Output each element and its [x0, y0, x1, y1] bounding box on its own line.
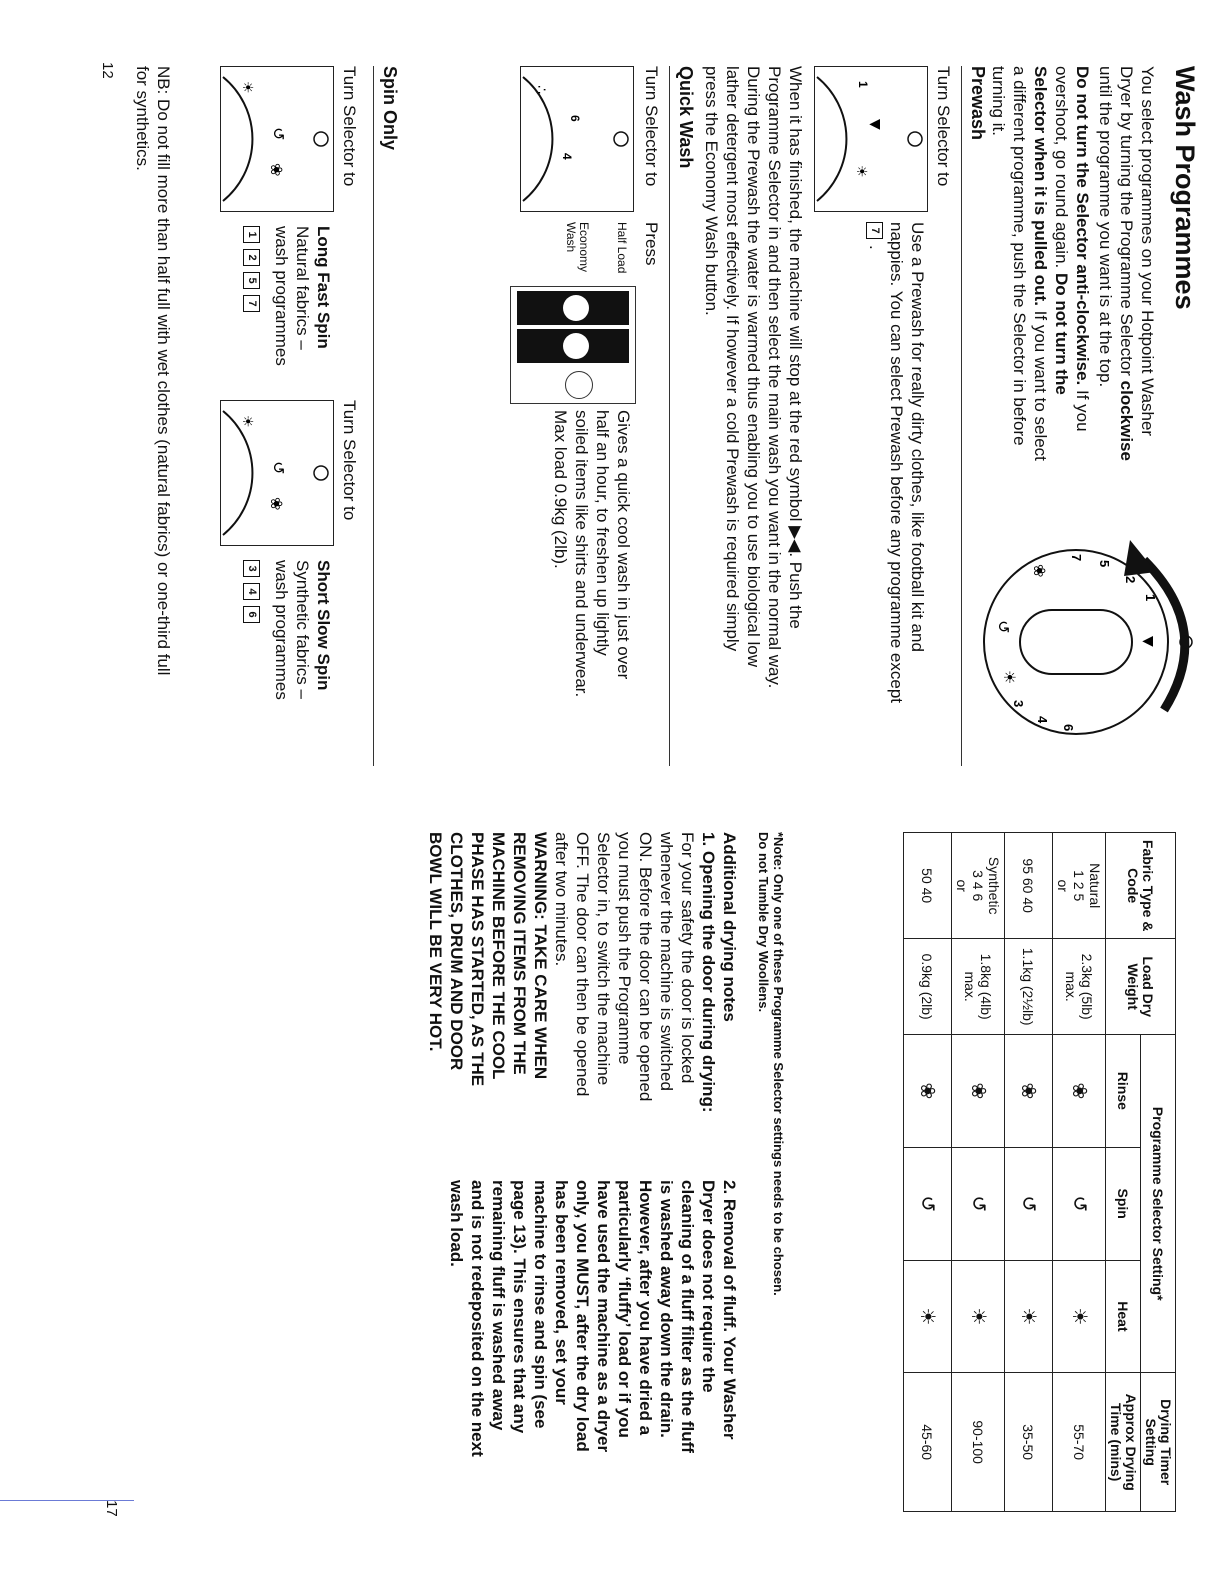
divider: [961, 66, 962, 766]
heat-sun-icon: ☀: [967, 1307, 989, 1326]
svg-text:↺: ↺: [994, 620, 1013, 634]
d2-line: particularly ‘fluffy’ load or if you: [615, 1180, 634, 1438]
intro-text: overshoot, go round again.: [1052, 66, 1071, 269]
d1-line: after two minutes.: [552, 832, 571, 967]
rinse-cell: [1005, 1034, 1053, 1147]
warning-line: MACHINE BEFORE THE COOL: [489, 832, 508, 1080]
header-rinse: Rinse: [1106, 1034, 1141, 1147]
prewash-para-line: press the Economy Wash button.: [702, 66, 721, 316]
quick-wash-press-label: Press: [642, 222, 661, 266]
spin-only-heading: Spin Only: [380, 66, 400, 151]
header-fabric: Fabric Type & Code: [1106, 833, 1176, 939]
nb-line: for synthetics.: [133, 66, 152, 171]
svg-text:☀: ☀: [239, 81, 255, 94]
prewash-heading: Prewash: [968, 66, 988, 141]
d2-line: page 13). This ensures that any: [510, 1180, 529, 1434]
note-line: Do not Tumble Dry Woollens.: [756, 832, 771, 1013]
svg-text:☀: ☀: [239, 415, 255, 428]
intro-bold: Do not turn the: [1052, 273, 1071, 395]
intro-line: [1030, 66, 1051, 526]
quick-wash-line: Max load 0.9kg (2lb).: [551, 410, 570, 569]
quick-wash-dial-icon: [521, 67, 633, 211]
warning-line: BOWL WILL BE VERY HOT.: [426, 832, 445, 1052]
long-spin-line: wash programmes: [272, 226, 291, 366]
short-spin-line: Synthetic fabrics –: [293, 560, 312, 699]
fabric-cell: [1005, 833, 1053, 939]
svg-text:▼: ▼: [1140, 636, 1156, 647]
fabric-name: Synthetic: [986, 856, 1002, 915]
time-cell: 55-70: [1053, 1373, 1106, 1512]
button-indicator: [563, 295, 589, 321]
long-spin-title: Long Fast Spin: [314, 226, 333, 349]
fabric-codes: 1 2 5: [1071, 870, 1087, 902]
d1-heading: 1. Opening the door during drying:: [699, 832, 718, 1113]
prewash-turn-label: Turn Selector to: [934, 66, 953, 187]
table-row: [904, 833, 952, 1512]
intro-text: If you want to select: [1031, 310, 1050, 461]
rinse-cell: [952, 1034, 1005, 1147]
intro-paragraph: [988, 66, 1158, 526]
d2-line: machine to rinse and spin (see: [531, 1180, 550, 1429]
prewash-dial-icon: [815, 67, 927, 211]
svg-text:❀: ❀: [267, 497, 286, 511]
table-row: [952, 833, 1005, 1512]
short-spin-codes: [242, 560, 263, 760]
svg-text:↺: ↺: [269, 127, 288, 141]
code-box-icon: 2: [243, 249, 260, 266]
prewash-para-line: Programme Selector in and then select the main wash you want in the normal way.: [765, 66, 784, 689]
short-spin-info: [242, 560, 334, 760]
rinse-snowflake-icon: ❀: [967, 1082, 989, 1100]
programme-selector-dial-icon: [964, 520, 1204, 760]
prewash-para-line: During the Prewash the water is warmed thus enabling you to use biological low: [744, 66, 763, 667]
intro-bold: Do not turn the Selector anti-clockwise.: [1073, 66, 1092, 386]
long-spin-line: Natural fabrics –: [293, 226, 312, 350]
svg-text:▼: ▼: [867, 119, 883, 130]
long-spin-dial-icon: [221, 67, 333, 211]
d2-line: wash load.: [447, 1180, 466, 1267]
rinse-snowflake-icon: ❀: [916, 1082, 939, 1100]
d2-line: have used the machine as a dryer: [594, 1180, 613, 1453]
nb-line: NB: Do not fill more than half full with wet clothes (natural fabrics) or one-third full: [154, 66, 173, 676]
quick-wash-description: [550, 410, 634, 770]
header-programme: Programme Selector Setting*: [1141, 1034, 1176, 1372]
intro-line: turning it.: [989, 66, 1008, 136]
quick-wash-line: soiled items like shirts and underwear.: [572, 410, 591, 698]
d1-line: For your safety the door is locked: [678, 832, 697, 1084]
intro-bold: clockwise: [1117, 380, 1136, 461]
header-time: Approx Drying Time (mins): [1106, 1373, 1141, 1512]
d2-line: is washed away down the drain.: [657, 1180, 676, 1438]
code-box-icon: 3: [243, 560, 260, 577]
intro-line: until the programme you want is at the top.: [1096, 66, 1115, 388]
intro-bold: Selector when it is pulled out.: [1031, 66, 1050, 306]
svg-text:3: 3: [1011, 700, 1026, 708]
svg-text:❀: ❀: [1030, 564, 1049, 578]
svg-text:2: 2: [1123, 576, 1138, 584]
fabric-name: Natural: [1087, 863, 1103, 909]
d2-line: remaining fluff is washed away: [489, 1180, 508, 1431]
spin-cell: [952, 1147, 1005, 1260]
note-line: *Note: Only one of these Programme Selector settings needs to be chosen.: [771, 832, 786, 1296]
drying-notes-column-1: [425, 832, 740, 1132]
long-spin-selector-diagram: [220, 66, 334, 212]
heat-cell: [1005, 1260, 1053, 1373]
short-spin-title: Short Slow Spin: [314, 560, 333, 691]
half-load-button[interactable]: [517, 291, 629, 325]
heat-cell: [904, 1260, 952, 1373]
code-box-icon: 5: [243, 272, 260, 289]
fabric-cell: [904, 833, 952, 939]
spin-cell: [1053, 1147, 1106, 1260]
page-number-left: 12: [99, 62, 116, 79]
intro-line: [1116, 66, 1137, 526]
d2-line: Dryer does not require the: [699, 1180, 718, 1393]
short-spin-dial-icon: [221, 401, 333, 545]
long-spin-info: [242, 226, 334, 426]
long-spin-codes: [242, 226, 263, 426]
prewash-para-line: lather detergent most effectively. If however a cold Prewash is required simply: [723, 66, 742, 652]
button-indicator: [563, 333, 589, 359]
rinse-cell: [904, 1034, 952, 1147]
header-heat: Heat: [1106, 1260, 1141, 1373]
spin-turn-label-1: Turn Selector to: [340, 66, 359, 187]
intro-text: If you: [1073, 390, 1092, 432]
svg-text:6: 6: [568, 115, 582, 122]
time-cell: 45-60: [904, 1373, 952, 1512]
economy-wash-label: Economy Wash: [564, 222, 591, 273]
warning-line: REMOVING ITEMS FROM THE: [510, 832, 529, 1075]
svg-text:1: 1: [1143, 594, 1158, 602]
quick-wash-selector-diagram: [520, 66, 634, 212]
intro-text: Dryer by turning the Programme Selector: [1117, 66, 1136, 376]
quick-wash-turn-label: Turn Selector to: [642, 66, 661, 187]
svg-text:4: 4: [1035, 716, 1050, 724]
drying-notes-heading: Additional drying notes: [720, 832, 739, 1022]
d2-line: only, you MUST, after the dry load: [573, 1180, 592, 1452]
quick-wash-line: half an hour, to freshen up lightly: [593, 410, 612, 656]
svg-text:❀: ❀: [267, 163, 286, 177]
spin-spiral-icon: ↺: [967, 1195, 989, 1213]
d2-line: and is not redeposited on the next: [468, 1180, 487, 1457]
d1-line: ON. Before the door can be opened: [636, 832, 655, 1102]
quick-wash-line: Gives a quick cool wash in just over: [614, 410, 633, 680]
spin-cell: [904, 1147, 952, 1260]
svg-text:1: 1: [856, 81, 870, 88]
code-box-icon: 7: [866, 222, 883, 239]
load-cell: 2.3kg (5lb) max.: [1053, 939, 1106, 1035]
header-spin: Spin: [1106, 1147, 1141, 1260]
heat-sun-icon: ☀: [1017, 1307, 1040, 1326]
economy-wash-button[interactable]: [517, 329, 629, 363]
heat-sun-icon: ☀: [916, 1307, 939, 1326]
code-box-icon: 1: [243, 226, 260, 243]
d2-line: However, after you have dried a: [636, 1180, 655, 1436]
d2-line: has been removed, set your: [552, 1180, 571, 1405]
rinse-cell: [1053, 1034, 1106, 1147]
fabric-codes: 3 4 6: [970, 870, 986, 902]
d1-line: you must push the Programme: [615, 832, 634, 1065]
d1-line: Selector in, to switch the machine: [594, 832, 613, 1086]
svg-text:7: 7: [1069, 554, 1084, 562]
drying-notes-column-2: [446, 1180, 740, 1510]
header-timer: Drying Timer Setting: [1141, 1373, 1176, 1512]
svg-text:↺: ↺: [269, 461, 288, 475]
d1-line: OFF. The door can then be opened: [573, 832, 592, 1097]
svg-text:4: 4: [560, 153, 574, 160]
svg-text:☀: ☀: [1000, 670, 1019, 685]
spin-spiral-icon: ↺: [1017, 1195, 1040, 1213]
heat-cell: [952, 1260, 1005, 1373]
intro-line: You select programmes on your Hotpoint Washer: [1138, 66, 1157, 437]
intro-line: [1072, 66, 1093, 526]
time-cell: 35-50: [1005, 1373, 1053, 1512]
spin-spiral-icon: ↺: [1068, 1195, 1090, 1213]
short-spin-line: wash programmes: [272, 560, 291, 700]
fabric-codes: 50 40: [919, 868, 936, 904]
warning-line: WARNING: TAKE CARE WHEN: [531, 832, 550, 1080]
prewash-line: Use a Prewash for really dirty clothes, like football kit and: [908, 222, 927, 652]
svg-text:5: 5: [1097, 560, 1112, 568]
fabric-or: or: [954, 879, 970, 892]
time-cell: 90-100: [952, 1373, 1005, 1512]
button-panel: [510, 286, 636, 404]
divider: [669, 66, 670, 766]
drying-table: [903, 832, 1176, 1512]
load-cell: 1.8kg (4lb) max.: [952, 939, 1005, 1035]
d2-line: 2. Removal of fluff. Your Washer: [720, 1180, 739, 1440]
short-spin-selector-diagram: [220, 400, 334, 546]
d2-line: cleaning of a fluff filter as the fluff: [678, 1180, 697, 1453]
intro-line: [1051, 66, 1072, 526]
fabric-or: or: [1055, 879, 1071, 892]
intro-line: a different programme, push the Selector in before: [1010, 66, 1029, 446]
rinse-snowflake-icon: ❀: [1068, 1082, 1090, 1100]
prewash-para-line: When it has finished, the machine will stop at the red symbol ▶◀. Push the: [786, 66, 805, 629]
table-header-row: [1141, 833, 1176, 1512]
fabric-codes: 95 60 40: [1020, 858, 1037, 913]
fabric-cell: [952, 833, 1005, 939]
nb-note: [132, 66, 174, 786]
scan-edge-line: [0, 1500, 134, 1501]
spin-cell: [1005, 1147, 1053, 1260]
prewash-description: [865, 222, 928, 782]
warning-line: CLOTHES, DRUM AND DOOR: [447, 832, 466, 1071]
divider: [373, 66, 374, 766]
svg-text:☀: ☀: [853, 165, 869, 178]
svg-text:6: 6: [1061, 724, 1076, 732]
header-load: Load Dry Weight: [1106, 939, 1176, 1035]
svg-text:∴: ∴: [533, 85, 549, 94]
spin-turn-label-2: Turn Selector to: [340, 400, 359, 521]
half-load-label: Half Load: [615, 222, 629, 274]
page-number-right: 17: [103, 1500, 120, 1517]
prewash-except: 7.: [865, 222, 886, 782]
code-box-icon: 6: [243, 606, 260, 623]
table-row: [1053, 833, 1106, 1512]
quick-wash-heading: Quick Wash: [676, 66, 696, 169]
warning-line: PHASE HAS STARTED, AS THE: [468, 832, 487, 1087]
table-row: [1005, 833, 1053, 1512]
rinse-snowflake-icon: ❀: [1017, 1082, 1040, 1100]
prewash-selector-diagram: [814, 66, 928, 212]
load-cell: 1.1kg (2½lb): [1005, 939, 1053, 1035]
d1-line: whenever the machine is switched: [657, 832, 676, 1091]
spin-spiral-icon: ↺: [916, 1195, 939, 1213]
heat-sun-icon: ☀: [1068, 1307, 1090, 1326]
prewash-line: nappies. You can select Prewash before any programme except: [887, 222, 906, 704]
table-note: [756, 832, 786, 1532]
code-box-icon: 4: [243, 583, 260, 600]
heat-cell: [1053, 1260, 1106, 1373]
code-box-icon: 7: [243, 295, 260, 312]
load-cell: 0.9kg (2lb): [904, 939, 952, 1035]
off-button[interactable]: [565, 371, 593, 399]
prewash-paragraph: [701, 66, 806, 766]
page-title: Wash Programmes: [1170, 66, 1200, 310]
fabric-cell: [1053, 833, 1106, 939]
